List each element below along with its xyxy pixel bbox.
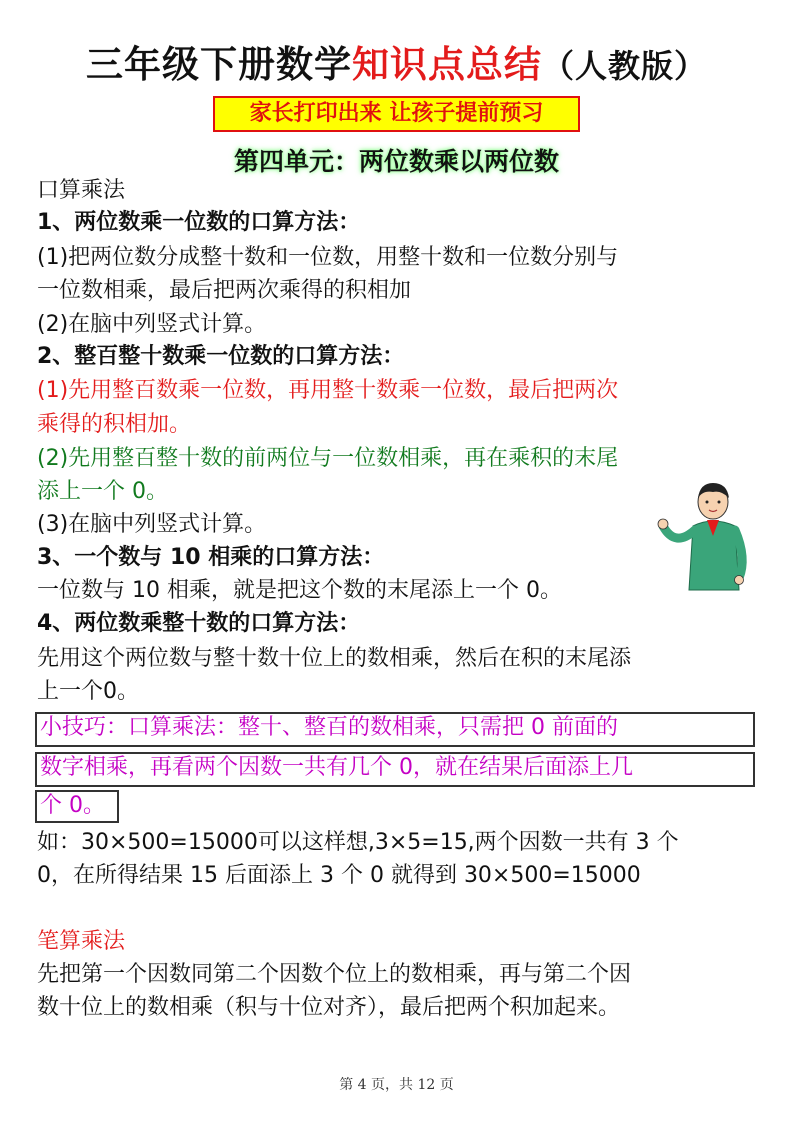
print-banner: 家长打印出来 让孩子提前预习 (213, 96, 580, 132)
page-number: 第 4 页，共 12 页 (339, 1077, 454, 1093)
written-rule-line-2: 数十位上的数相乘（积与十位对齐），最后把两个积加起来。 (37, 995, 621, 1020)
tip-line-3: 个 0。 (40, 793, 105, 818)
rule-times-ten: 一位数与 10 相乘，就是把这个数的末尾添上一个 0。 (37, 578, 562, 603)
method-1-line-1: (1)把两位数分成整十数和一位数，用整十数和一位数分别与 (37, 245, 619, 270)
red-method-line-1: (1)先用整百数乘一位数，再用整十数乘一位数，最后把两次 (37, 378, 619, 403)
example-line-2: 0，在所得结果 15 后面添上 3 个 0 就得到 30×500=15000 (37, 863, 641, 888)
unit-title: 第四单元：两位数乘以两位数 (233, 147, 559, 176)
green-method-line-2: 添上一个 0。 (37, 479, 168, 504)
example-line-1: 如：30×500=15000可以这样想,3×5=15,两个因数一共有 3 个 (37, 830, 679, 855)
red-method-line-2: 乘得的积相加。 (37, 412, 192, 437)
rule-tens-line-2: 上一个0。 (37, 679, 139, 704)
heading-4: 4、两位数乘整十数的口算方法： (37, 611, 361, 636)
tip-line-2: 数字相乘，再看两个因数一共有几个 0，就在结果后面添上几 (40, 755, 633, 780)
written-rule-line-1: 先把第一个因数同第二个因数个位上的数相乘，再与第二个因 (37, 962, 632, 987)
title-part-2: 知识点总结 (351, 43, 542, 86)
heading-2: 2、整百整十数乘一位数的口算方法： (37, 344, 405, 369)
title-part-1: 三年级下册数学 (85, 43, 352, 86)
tip-line-1: 小技巧：口算乘法：整十、整百的数相乘，只需把 0 前面的 (40, 715, 618, 740)
method-1-line-2: 一位数相乘，最后把两次乘得的积相加 (37, 278, 412, 303)
student-illustration (655, 478, 765, 596)
rule-tens-line-1: 先用这个两位数与整十数十位上的数相乘，然后在积的末尾添 (37, 646, 632, 671)
green-method-line-1: (2)先用整百整十数的前两位与一位数相乘，再在乘积的末尾 (37, 446, 619, 471)
method-2: (2)在脑中列竖式计算。 (37, 312, 267, 337)
method-3: (3)在脑中列竖式计算。 (37, 512, 267, 537)
title-part-3: （人教版） (541, 47, 707, 85)
section-heading-written: 笔算乘法 (37, 929, 126, 954)
page-title (0, 34, 793, 88)
section-heading-mental: 口算乘法 (37, 178, 126, 203)
heading-3: 3、一个数与 10 相乘的口算方法： (37, 545, 385, 570)
heading-1: 1、两位数乘一位数的口算方法： (37, 210, 361, 235)
